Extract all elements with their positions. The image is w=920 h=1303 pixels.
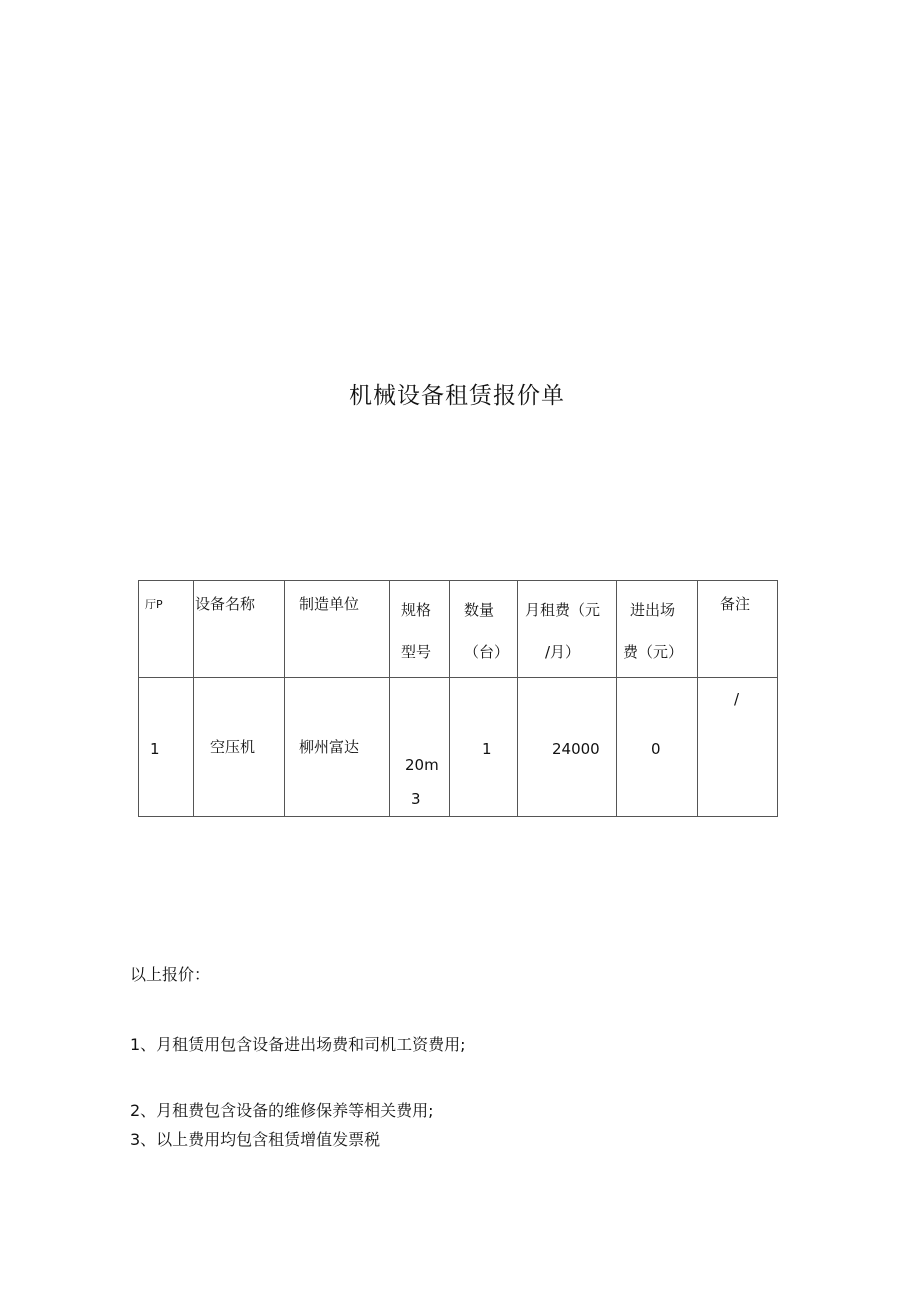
header-maker: 制造单位 (285, 581, 390, 678)
note-item-1: 1、月租赁用包含设备进出场费和司机工资费用; (130, 1035, 466, 1054)
cell-seq: 1 (139, 678, 194, 817)
header-entry-fee: 进出场 费（元） (617, 581, 698, 678)
notes-intro: 以上报价： (130, 965, 211, 984)
cell-rent: 24000 (518, 678, 617, 817)
cell-remark: / (698, 678, 778, 817)
cell-name: 空压机 (194, 678, 285, 817)
table-header-row (139, 581, 778, 678)
header-rent: 月租费（元 /月） (518, 581, 617, 678)
header-name: 设备名称 (194, 581, 285, 678)
header-qty: 数量 （台） (450, 581, 518, 678)
table-row (139, 678, 778, 817)
header-seq: 厅P (139, 581, 194, 678)
cell-entry-fee: 0 (617, 678, 698, 817)
document-title: 机械设备租赁报价单 (349, 383, 565, 409)
cell-maker: 柳州富达 (285, 678, 390, 817)
cell-qty: 1 (450, 678, 518, 817)
cell-spec: 20m 3 (390, 678, 450, 817)
note-item-2: 2、月租费包含设备的维修保养等相关费用; (130, 1101, 434, 1120)
quote-table (138, 580, 778, 817)
note-item-3: 3、以上费用均包含租赁增值发票税 (130, 1130, 381, 1149)
header-spec: 规格 型号 (390, 581, 450, 678)
header-remark: 备注 (698, 581, 778, 678)
